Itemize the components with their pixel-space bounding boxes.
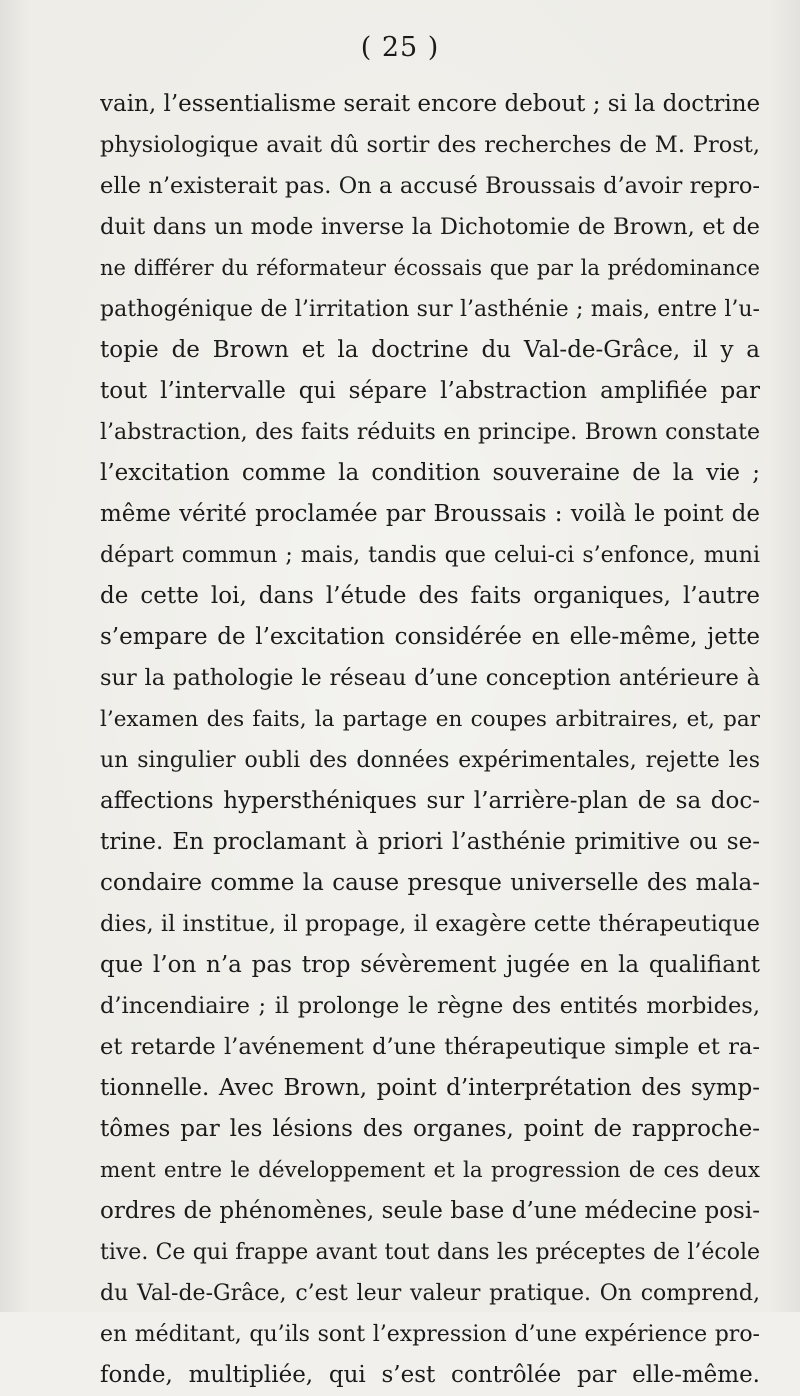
text-line: de cette loi, dans l’étude des faits organiques, l’autre bbox=[100, 583, 760, 609]
text-line: sur la pathologie le réseau d’une conception antérieure à bbox=[100, 665, 760, 691]
text-line: l’abstraction, des faits réduits en principe. Brown constate bbox=[100, 420, 760, 445]
text-line: que l’on n’a pas trop sévèrement jugée en la qualifiant bbox=[100, 952, 760, 978]
text-line: s’empare de l’excitation considérée en elle-même, jette bbox=[100, 624, 760, 650]
text-line: pathogénique de l’irritation sur l’asthénie ; mais, entre l’u- bbox=[100, 297, 760, 322]
text-line: un singulier oubli des données expérimentales, rejette les bbox=[100, 748, 760, 773]
text-line: ne différer du réformateur écossais que par la prédominance bbox=[100, 256, 760, 280]
text-line: et retarde l’avénement d’une thérapeutique simple et ra- bbox=[100, 1034, 760, 1060]
text-line: vain, l’essentialisme serait encore debout ; si la doctrine bbox=[100, 91, 760, 117]
text-line: départ commun ; mais, tandis que celui-ci s’enfonce, muni bbox=[100, 543, 760, 568]
text-line: elle n’existerait pas. On a accusé Broussais d’avoir repro- bbox=[100, 173, 760, 199]
text-line: physiologique avait dû sortir des recherches de M. Prost, bbox=[100, 132, 760, 158]
body-text bbox=[100, 84, 760, 1396]
text-line: tômes par les lésions des organes, point de rapproche- bbox=[100, 1116, 760, 1142]
text-line: tionnelle. Avec Brown, point d’interprétation des symp- bbox=[100, 1075, 760, 1101]
text-line: affections hypersthéniques sur l’arrière-plan de sa doc- bbox=[100, 788, 760, 814]
text-line: en méditant, qu’ils sont l’expression d’une expérience pro- bbox=[100, 1322, 760, 1347]
text-line: tout l’intervalle qui sépare l’abstraction amplifiée par bbox=[100, 378, 760, 404]
text-line: duit dans un mode inverse la Dichotomie de Brown, et de bbox=[100, 214, 760, 240]
text-line: tive. Ce qui frappe avant tout dans les préceptes de l’école bbox=[100, 1240, 760, 1265]
text-line: fonde, multipliée, qui s’est contrôlée par elle-même. bbox=[100, 1362, 760, 1388]
text-line: l’examen des faits, la partage en coupes arbitraires, et, par bbox=[100, 707, 760, 732]
text-line: condaire comme la cause presque universelle des mala- bbox=[100, 870, 760, 896]
text-line: même vérité proclamée par Broussais : voilà le point de bbox=[100, 501, 760, 527]
text-line: topie de Brown et la doctrine du Val-de-Grâce, il y a bbox=[100, 337, 760, 363]
text-line: ment entre le développement et la progression de ces deux bbox=[100, 1158, 760, 1183]
text-line: du Val-de-Grâce, c’est leur valeur pratique. On comprend, bbox=[100, 1281, 760, 1306]
text-line: l’excitation comme la condition souveraine de la vie ; bbox=[100, 460, 760, 486]
text-line: trine. En proclamant à priori l’asthénie primitive ou se- bbox=[100, 829, 760, 855]
text-line: dies, il institue, il propage, il exagère cette thérapeutique bbox=[100, 911, 760, 937]
text-line: d’incendiaire ; il prolonge le règne des entités morbides, bbox=[100, 993, 760, 1019]
text-line: ordres de phénomènes, seule base d’une médecine posi- bbox=[100, 1198, 760, 1224]
page-number: ( 25 ) bbox=[360, 32, 440, 63]
